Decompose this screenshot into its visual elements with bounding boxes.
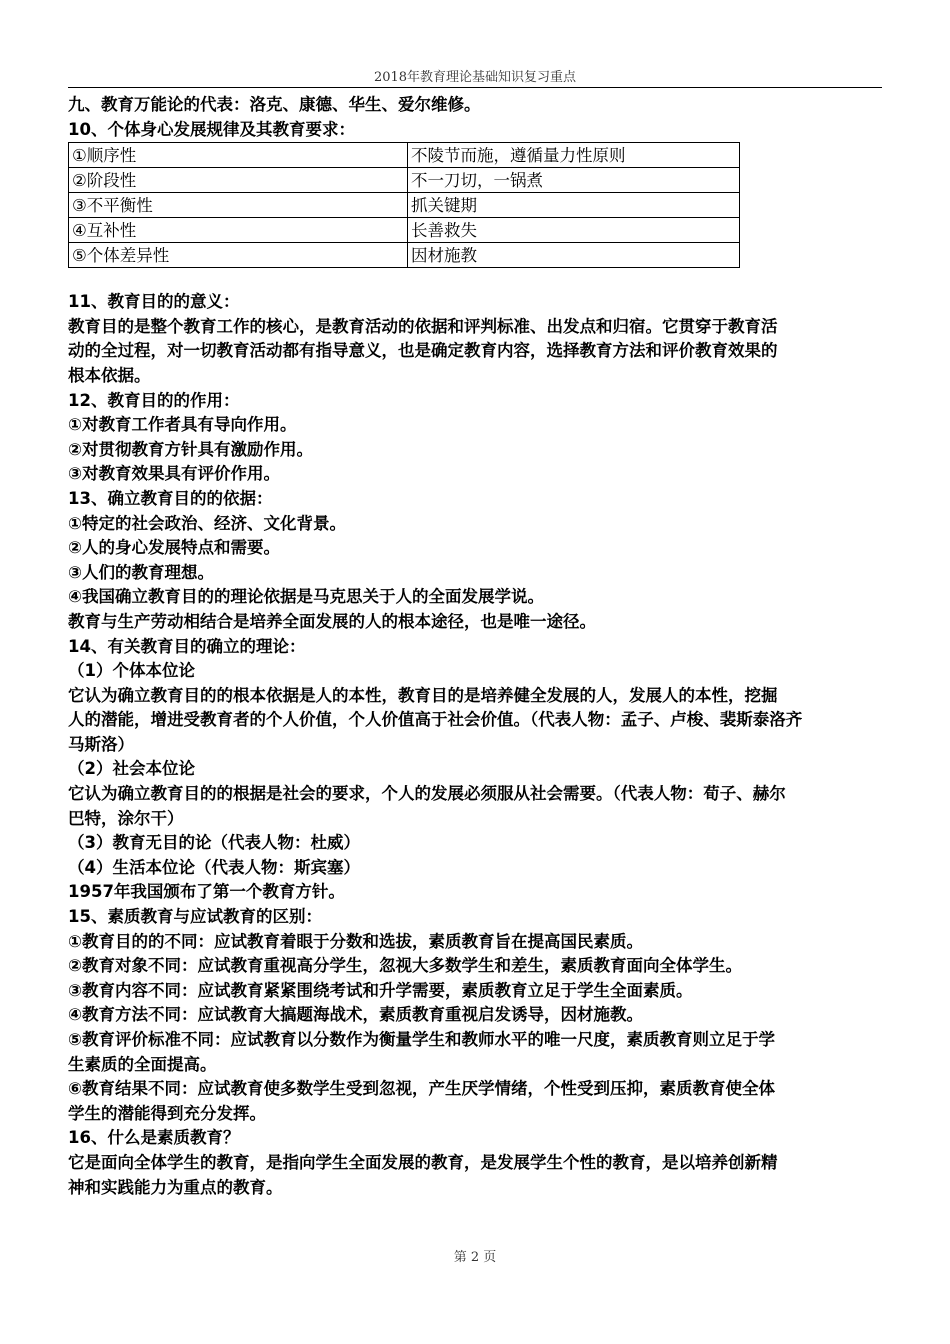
table-cell: ④互补性	[69, 218, 408, 243]
line-item: 九、教育万能论的代表：洛克、康德、华生、爱尔维修。	[68, 95, 481, 114]
body-line: （3）教育无目的论（代表人物：杜威）	[68, 833, 360, 853]
paragraph-spacer	[68, 268, 884, 290]
body-line: 它认为确立教育目的的根据是社会的要求，个人的发展必须服从社会需要。（代表人物：荀子、赫尔	[68, 784, 786, 804]
body-line: （2）社会本位论	[68, 759, 195, 779]
table-cell: 不一刀切，一锅煮	[408, 168, 740, 193]
body-line: （1）个体本位论	[68, 661, 195, 681]
body-line: ②对贯彻教育方针具有激励作用。	[68, 439, 313, 459]
body-line: 它是面向全体学生的教育，是指向学生全面发展的教育，是发展学生个性的教育，是以培养创新精	[68, 1152, 778, 1172]
table-row	[69, 243, 740, 268]
table-row	[69, 143, 740, 168]
table-row	[69, 168, 740, 193]
body-line: 13、确立教育目的的依据：	[68, 488, 273, 508]
body-line: 15、素质教育与应试教育的区别：	[68, 907, 322, 927]
body-line: 动的全过程，对一切教育活动都有指导意义，也是确定教育内容，选择教育方法和评价教育效果的	[68, 341, 778, 361]
body-line: ①对教育工作者具有导向作用。	[68, 415, 297, 435]
body-line: 生素质的全面提高。	[68, 1054, 217, 1074]
table-cell: ②阶段性	[69, 168, 408, 193]
body-line: 学生的潜能得到充分发挥。	[68, 1103, 266, 1123]
body-line: 巴特，涂尔干）	[68, 808, 184, 828]
body-line: ⑥教育结果不同：应试教育使多数学生受到忽视，产生厌学情绪，个性受到压抑，素质教育使全体	[68, 1079, 775, 1099]
body-line: ①特定的社会政治、经济、文化背景。	[68, 513, 346, 533]
body-line: ④我国确立教育目的的理论依据是马克思关于人的全面发展学说。	[68, 587, 544, 607]
page-header-title: 2018年教育理论基础知识复习重点	[373, 70, 577, 85]
body-lines	[68, 290, 884, 1200]
table-cell: 抓关键期	[408, 193, 740, 218]
body-line: ⑤教育评价标准不同：应试教育以分数作为衡量学生和教师水平的唯一尺度，素质教育则立足于学	[68, 1030, 775, 1049]
body-line: 马斯洛）	[68, 734, 134, 754]
document-body	[68, 93, 884, 1200]
body-line: ③对教育效果具有评价作用。	[68, 464, 280, 484]
table-row	[69, 218, 740, 243]
line-item: 10、个体身心发展规律及其教育要求：	[68, 119, 355, 139]
body-line: ②人的身心发展特点和需要。	[68, 538, 280, 558]
body-line: 神和实践能力为重点的教育。	[68, 1177, 283, 1197]
body-line: 11、教育目的的意义：	[68, 292, 240, 312]
body-line: 1957年我国颁布了第一个教育方针。	[68, 882, 345, 902]
header-rule	[68, 87, 882, 88]
development-law-table	[68, 142, 740, 268]
body-line: 人的潜能，增进受教育者的个人价值，个人价值高于社会价值。（代表人物：孟子、卢梭、裴斯泰洛齐	[68, 710, 803, 730]
body-line: 教育与生产劳动相结合是培养全面发展的人的根本途径，也是唯一途径。	[68, 611, 596, 631]
body-line: ④教育方法不同：应试教育大搞题海战术，素质教育重视启发诱导，因材施教。	[68, 1005, 643, 1025]
table-cell: ①顺序性	[69, 143, 408, 168]
table-cell: ⑤个体差异性	[69, 243, 408, 268]
table-cell: 因材施教	[408, 243, 740, 268]
body-line: 教育目的是整个教育工作的核心，是教育活动的依据和评判标准、出发点和归宿。它贯穿于教育活	[68, 316, 778, 336]
body-line: （4）生活本位论（代表人物：斯宾塞）	[68, 857, 360, 877]
body-line: ②教育对象不同：应试教育重视高分学生，忽视大多数学生和差生，素质教育面向全体学生。	[68, 956, 742, 976]
body-line: 14、有关教育目的确立的理论：	[68, 636, 306, 656]
table-row	[69, 193, 740, 218]
body-line: ③人们的教育理想。	[68, 562, 214, 582]
body-line: 它认为确立教育目的的根本依据是人的本性，教育目的是培养健全发展的人，发展人的本性，挖掘	[68, 685, 778, 705]
body-line: 12、教育目的的作用：	[68, 390, 240, 410]
body-line: ③教育内容不同：应试教育紧紧围绕考试和升学需要，素质教育立足于学生全面素质。	[68, 980, 693, 1000]
body-line: ①教育目的的不同：应试教育着眼于分数和选拔，素质教育旨在提高国民素质。	[68, 931, 643, 951]
body-line: 根本依据。	[68, 365, 151, 385]
body-line: 16、什么是素质教育？	[68, 1128, 240, 1148]
table-cell: 长善救失	[408, 218, 740, 243]
table-cell: 不陵节而施，遵循量力性原则	[408, 143, 740, 168]
table-cell: ③不平衡性	[69, 193, 408, 218]
page-number: 第 2 页	[453, 1250, 497, 1265]
